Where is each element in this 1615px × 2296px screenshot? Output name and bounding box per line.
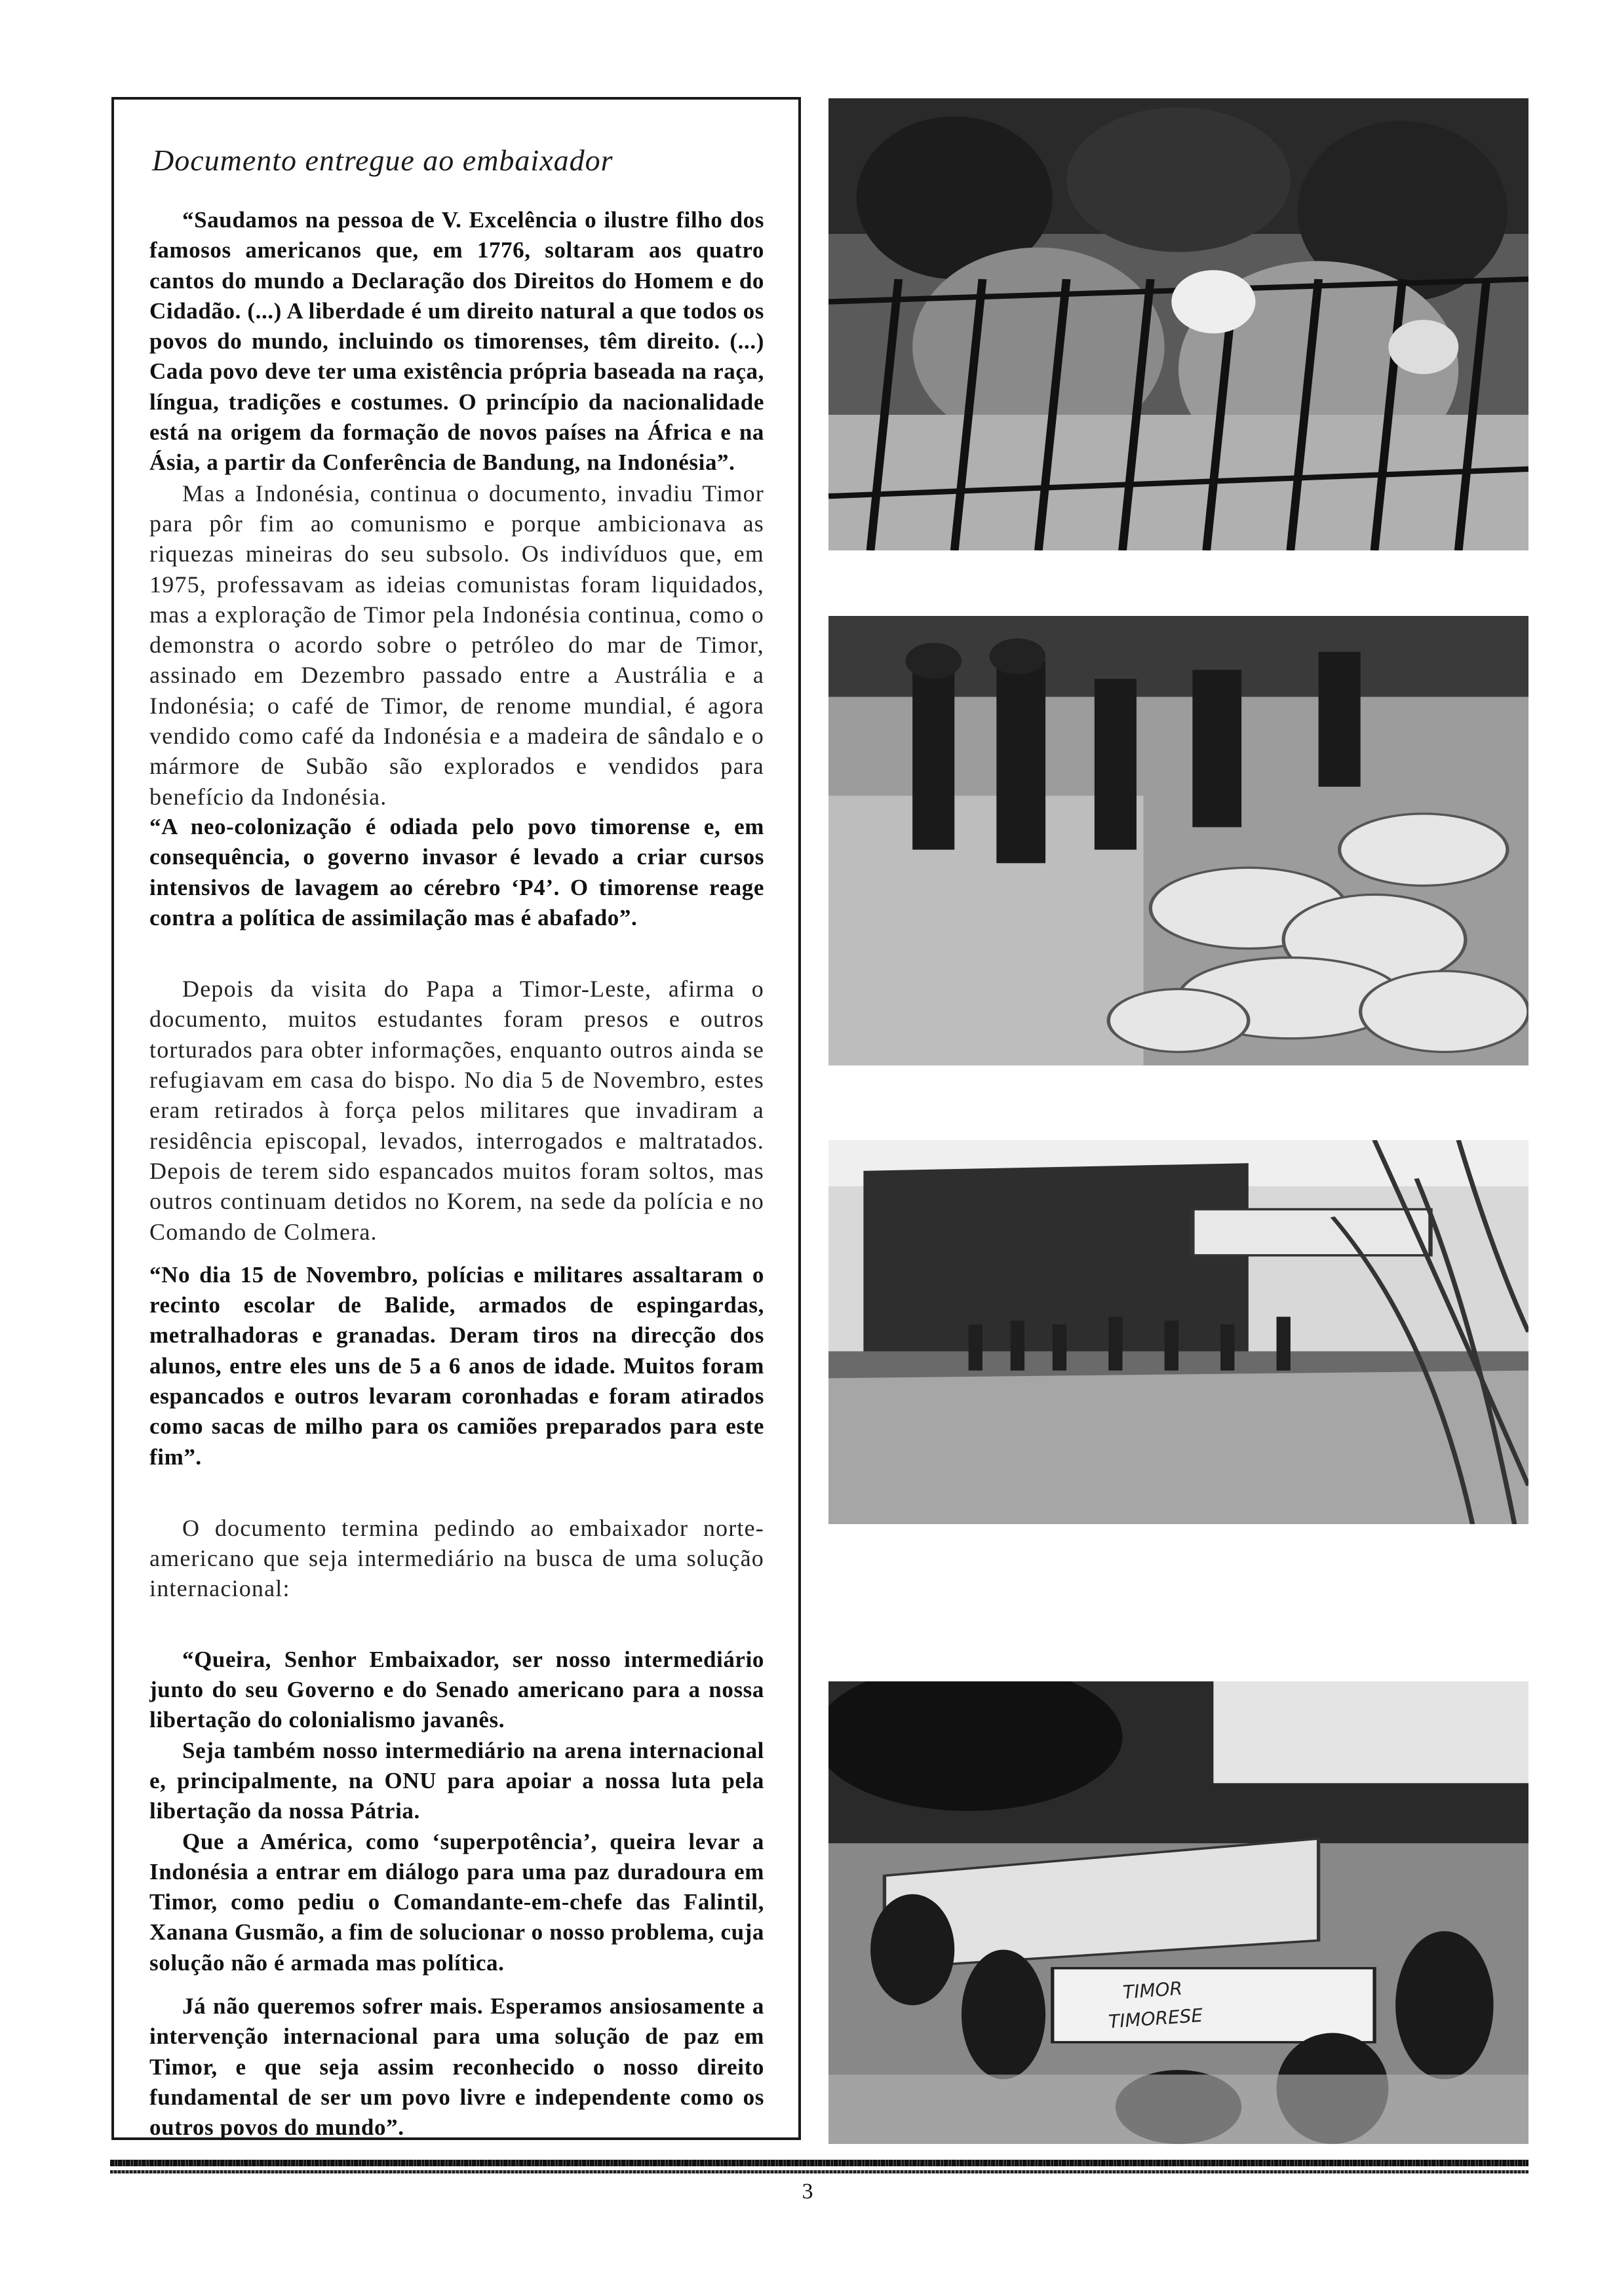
article-box	[111, 97, 801, 2140]
photo-crowd-fence	[828, 98, 1528, 550]
page-number: 3	[802, 2179, 813, 2204]
quote-paragraph-2: “A neo-colonização é odiada pelo povo timorense e, em consequência, o governo invasor é levado a criar cursos intensivos de lavagem ao cérebro ‘P4’. O timorense reage contra a política de assimilação mas é abafado”.	[149, 813, 764, 930]
photo-demonstration	[828, 1681, 1528, 2144]
quote-paragraph-3: “No dia 15 de Novembro, polícias e militares assaltaram o recinto escolar de Balide, armados de espingardas, metralhadoras e granadas. Deram tiros na direcção dos alunos, entre eles uns de 5 a 6 anos de idade. Muitos foram espancados e outros levaram coronhadas e foram atirados como sacas de milho para os camiões preparados para este fim”.	[149, 1261, 764, 1470]
banner-text-left: TIMOR	[1121, 1978, 1183, 2004]
appeal-paragraph-4: Já não queremos sofrer mais. Esperamos ansiosamente a intervenção internacional para uma solução de paz em Timor, e que seja assim reconhecido o nosso direito fundamental de ser um povo livre e independente como os outros povos do mundo”.	[149, 1993, 764, 2141]
article-heading: Documento entregue ao embaixador	[152, 144, 613, 177]
body-paragraph-2: Depois da visita do Papa a Timor-Leste, afirma o documento, muitos estudantes foram presos e outros torturados para obter informações, enquanto outros ainda se refugiavam em casa do bispo. No dia 5 de Novembro, estes eram retirados à força pelos militares que invadiram a residência episcopal, levados, interrogados e maltratados. Depois de terem sido espancados muitos foram soltos, mas outros continuam detidos no Korem, na sede da polícia e no Comando de Colmera.	[149, 976, 764, 1245]
quote-paragraph-1: “Saudamos na pessoa de V. Excelência o ilustre filho dos famosos americanos que, em 1776, soltaram aos quatro cantos do mundo a Declaração dos Direitos do Homem e do Cidadão. (...) A liberdade é um direito natural a que todos os povos do mundo, incluindo os timorenses, têm direito. (...) Cada povo deve ter uma existência própria baseada na raça, língua, tradições e costumes. O princípio da nacionalidade está na origem da formação de novos países na África e na Ásia, a partir da Conferência de Bandung, na Indonésia”.	[149, 207, 764, 476]
banner-text-right: TIMORESE	[1108, 2004, 1204, 2033]
photo-soldiers-bags	[828, 616, 1528, 1065]
body-paragraph-1: Mas a Indonésia, continua o documento, invadiu Timor para pôr fim ao comunismo e porque ambicionava as riquezas mineiras do seu subsolo. Os indivíduos que, em 1975, professavam as ideias comunistas foram liquidados, mas a exploração de Timor pela Indonésia continua, como o demonstra o acordo sobre o petróleo do mar de Timor, assinado em Dezembro passado entre a Austrália e a Indonésia; o café de Timor, de renome mundial, é agora vendido como café da Indonésia e a madeira de sândalo e o mármore de Subão são explorados e vendidos para benefício da Indonésia.	[149, 480, 764, 810]
appeal-paragraph-2: Seja também nosso intermediário na arena internacional e, principalmente, na ONU para apoiar a nossa luta pela libertação da nossa Pátria.	[149, 1737, 764, 1824]
footer-rule-bottom	[110, 2170, 1528, 2173]
photo-street-banner	[828, 1140, 1528, 1524]
body-paragraph-3: O documento termina pedindo ao embaixador norte-americano que seja intermediário na busca de uma solução internacional:	[149, 1514, 764, 1602]
appeal-paragraph-1: “Queira, Senhor Embaixador, ser nosso intermediário junto do seu Governo e do Senado americano para a nossa libertação do colonialismo javanês.	[149, 1646, 764, 1733]
appeal-paragraph-3: Que a América, como ‘superpotência’, queira levar a Indonésia a entrar em diálogo para uma paz duradoura em Timor, como pediu o Comandante-em-chefe das Falintil, Xanana Gusmão, a fim de solucionar o nosso problema, cuja solução não é armada mas política.	[149, 1828, 764, 1976]
footer-rule-top	[110, 2160, 1528, 2166]
